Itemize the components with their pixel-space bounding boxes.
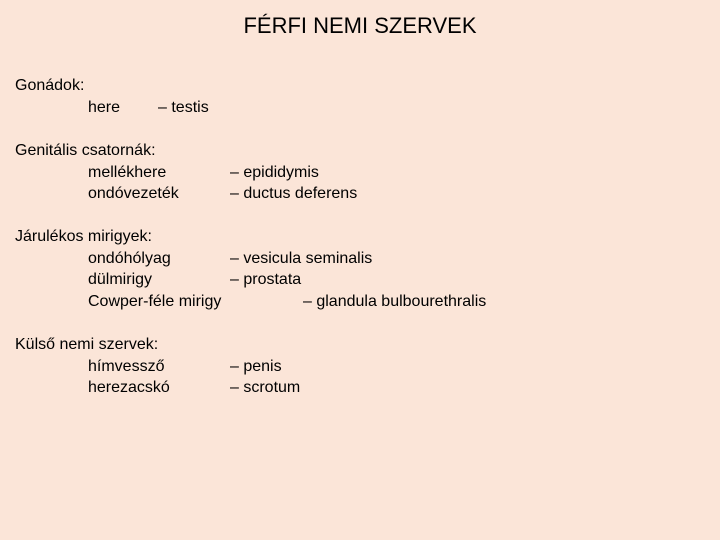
- term-ondovezetek: ondóvezeték: [88, 185, 179, 202]
- section-heading-external: Külső nemi szervek:: [15, 336, 159, 353]
- latin-testis: – testis: [158, 99, 209, 116]
- section-heading-ducts: Genitális csatornák:: [15, 142, 156, 159]
- term-here: here: [88, 99, 121, 116]
- latin-penis: – penis: [230, 358, 282, 375]
- term-herezacsko: herezacskó: [88, 379, 170, 396]
- latin-epididymis: – epididymis: [230, 164, 319, 181]
- latin-vesicula-seminalis: – vesicula seminalis: [230, 250, 373, 267]
- section-heading-glands: Járulékos mirigyek:: [15, 228, 152, 245]
- latin-prostata: – prostata: [230, 271, 302, 288]
- term-cowper-fele-mirigy: Cowper-féle mirigy: [88, 293, 222, 310]
- term-mellekhere: mellékhere: [88, 164, 167, 181]
- term-dulmirigy: dülmirigy: [88, 271, 153, 288]
- latin-scrotum: – scrotum: [230, 379, 301, 396]
- latin-ductus-deferens: – ductus deferens: [230, 185, 358, 202]
- section-heading-gonads: Gonádok:: [15, 77, 85, 94]
- term-ondoholyag: ondóhólyag: [88, 250, 171, 267]
- latin-glandula-bulbourethralis: – glandula bulbourethralis: [303, 293, 487, 310]
- term-himvesszo: hímvessző: [88, 358, 165, 375]
- slide-title: FÉRFI NEMI SZERVEK: [243, 13, 477, 38]
